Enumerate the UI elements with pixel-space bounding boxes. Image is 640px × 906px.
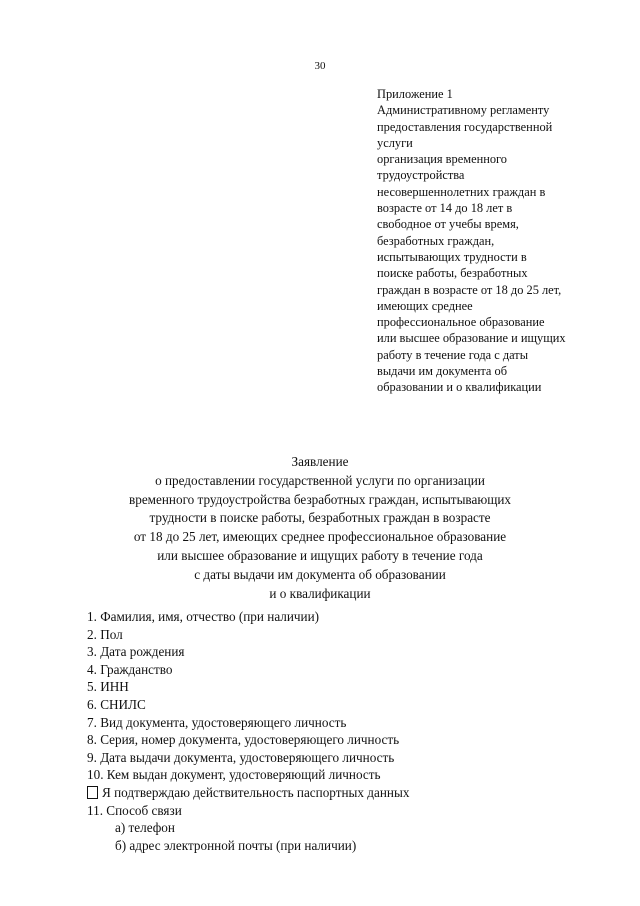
contact-option-phone: а) телефон xyxy=(115,820,175,836)
passport-confirm-label: Я подтверждаю действительность паспортных данных xyxy=(102,784,410,800)
appendix-line: организация временного xyxy=(377,152,507,167)
page-number: 30 xyxy=(314,60,326,72)
statement-line: временного трудоустройства безработных граждан, испытывающих xyxy=(129,491,511,507)
appendix-line: испытывающих трудности в xyxy=(377,249,527,264)
statement-line: с даты выдачи им документа об образовании xyxy=(194,566,446,582)
appendix-line: или высшее образование и ищущих xyxy=(377,331,566,346)
field-id-document-issue-date: 9. Дата выдачи документа, удостоверяющего личность xyxy=(87,749,395,765)
field-id-document-number: 8. Серия, номер документа, удостоверяющего личность xyxy=(87,732,400,748)
appendix-line: выдачи им документа об xyxy=(377,364,508,379)
statement-line: о предоставлении государственной услуги по организации xyxy=(155,472,485,488)
appendix-block xyxy=(377,86,627,396)
appendix-line: имеющих среднее xyxy=(377,298,473,313)
appendix-line: услуги xyxy=(377,135,413,150)
form-fields-list xyxy=(87,608,607,854)
appendix-line: образовании и о квалификации xyxy=(377,380,542,395)
field-contact-method: 11. Способ связи xyxy=(87,802,182,818)
appendix-line: свободное от учебы время, xyxy=(377,217,519,232)
field-birth-date: 3. Дата рождения xyxy=(87,644,185,660)
field-id-document-type: 7. Вид документа, удостоверяющего личность xyxy=(87,714,347,730)
field-id-document-issuer: 10. Кем выдан документ, удостоверяющий личность xyxy=(87,767,381,783)
appendix-line: предоставления государственной xyxy=(377,119,553,134)
field-sex: 2. Пол xyxy=(87,626,123,642)
field-inn: 5. ИНН xyxy=(87,679,129,695)
contact-option-email: б) адрес электронной почты (при наличии) xyxy=(115,837,357,853)
appendix-line: профессиональное образование xyxy=(377,315,545,330)
appendix-line: безработных граждан, xyxy=(377,233,495,248)
appendix-line: Приложение 1 xyxy=(377,87,453,101)
statement-line: трудности в поиске работы, безработных граждан в возрасте xyxy=(149,510,491,526)
statement-line: или высшее образование и ищущих работу в течение года xyxy=(157,547,483,563)
appendix-line: Административному регламенту xyxy=(377,103,550,118)
statement-line: и о квалификации xyxy=(269,585,371,601)
field-full-name: 1. Фамилия, имя, отчество (при наличии) xyxy=(87,609,320,624)
statement-line: от 18 до 25 лет, имеющих среднее профессиональное образование xyxy=(133,529,507,545)
appendix-line: граждан в возрасте от 18 до 25 лет, xyxy=(377,282,562,297)
statement-heading xyxy=(0,453,640,603)
appendix-line: несовершеннолетних граждан в xyxy=(377,184,546,199)
passport-confirm-row[interactable] xyxy=(87,784,607,802)
appendix-line: возрасте от 14 до 18 лет в xyxy=(377,201,513,216)
appendix-line: работу в течение года с даты xyxy=(377,347,529,362)
passport-confirm-checkbox[interactable] xyxy=(87,786,98,799)
field-snils: 6. СНИЛС xyxy=(87,696,146,712)
appendix-line: трудоустройства xyxy=(377,168,465,183)
field-citizenship: 4. Гражданство xyxy=(87,661,173,677)
statement-title: Заявление xyxy=(291,454,349,469)
appendix-line: поиске работы, безработных xyxy=(377,266,528,281)
